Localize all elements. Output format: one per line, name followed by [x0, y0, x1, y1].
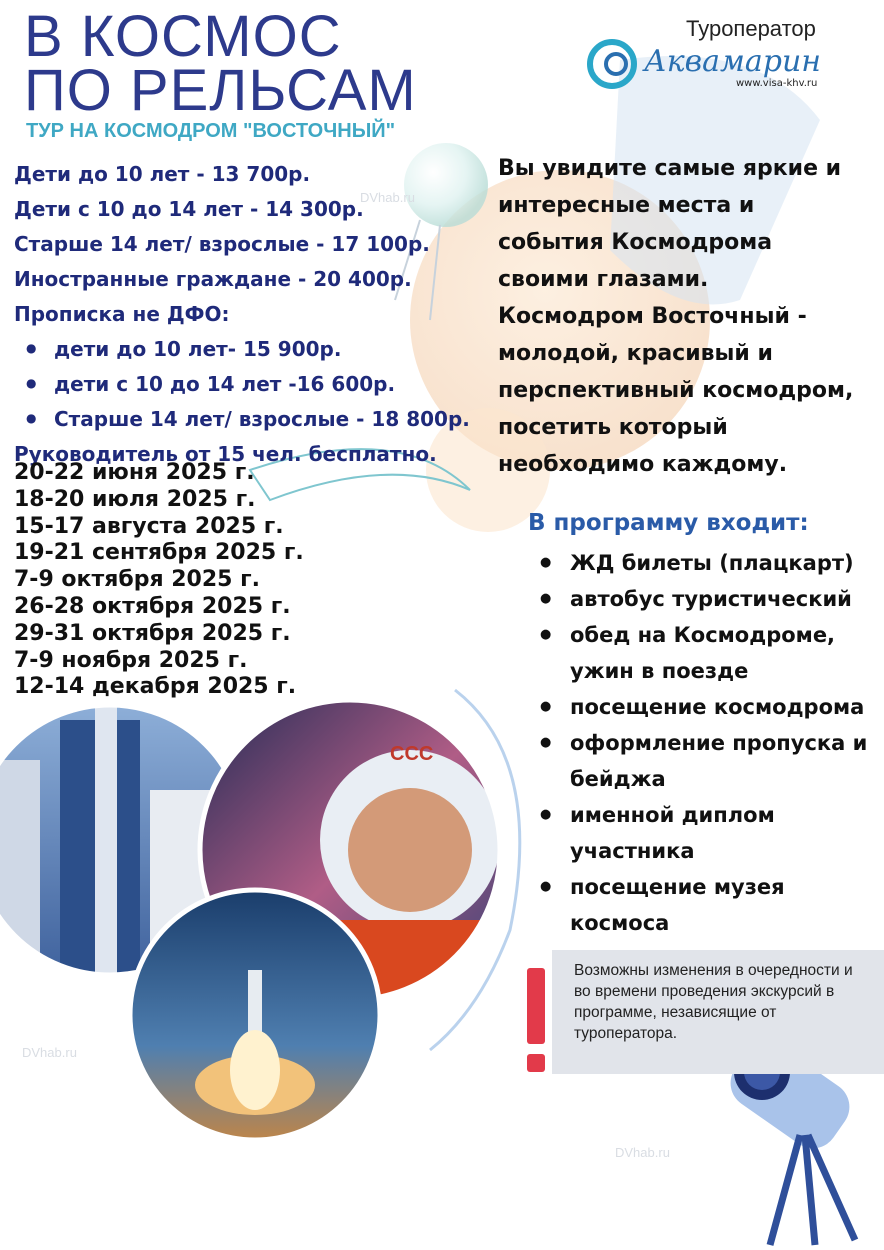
- title-line-1: В КОСМОС: [24, 4, 342, 69]
- program-item: ● обед на Космодроме, ужин в поезде: [540, 617, 880, 689]
- exclamation-dot-icon: [527, 1054, 545, 1072]
- changes-notice: [552, 950, 884, 1074]
- date-item: 7-9 ноября 2025 г.: [14, 647, 248, 673]
- tour-dates: [14, 460, 304, 701]
- exclamation-icon: [527, 968, 545, 1044]
- title-line-2: ПО РЕЛЬСАМ: [24, 58, 417, 123]
- company-logo: [586, 16, 846, 96]
- date-item: 12-14 декабря 2025 г.: [14, 674, 297, 700]
- date-item: 7-9 октября 2025 г.: [14, 567, 260, 593]
- date-item: 19-21 сентября 2025 г.: [14, 540, 304, 566]
- page-title: [24, 4, 417, 123]
- helmet-text: ССС: [390, 743, 434, 765]
- subtitle: ТУР НА КОСМОДРОМ "ВОСТОЧНЫЙ": [26, 120, 396, 142]
- price-item: Иностранные граждане - 20 400р.: [14, 267, 412, 291]
- date-item: 29-31 октября 2025 г.: [14, 620, 291, 646]
- watermark: DVhab.ru: [615, 1145, 670, 1160]
- image-caption: rine: [40, 990, 69, 1006]
- date-item: 26-28 октября 2025 г.: [14, 593, 291, 619]
- watermark: DVhab.ru: [22, 1045, 77, 1060]
- date-item: 20-22 июня 2025 г.: [14, 460, 255, 485]
- watermark: DVhab.ru: [360, 190, 415, 205]
- program-item: ● посещение музея космоса: [540, 869, 880, 941]
- photo-collage: [0, 700, 520, 1150]
- date-item: 18-20 июля 2025 г.: [14, 486, 256, 512]
- price-list: [14, 160, 484, 475]
- logo-brand-name: Аквамарин: [644, 44, 822, 79]
- leader-note: Руководитель от 15 чел. бесплатно.: [14, 442, 437, 466]
- non-dfo-heading: Прописка не ДФО:: [14, 302, 230, 326]
- date-item: 15-17 августа 2025 г.: [14, 513, 284, 539]
- non-dfo-price-item: ● дети до 10 лет- 15 900р.: [14, 335, 484, 370]
- tour-description: Вы увидите самые яркие и интересные места и события Космодрома своими глазами. Космодром Восточный - молодой, красивый и перспективный космодром, посетить который необходимо каждому.: [498, 156, 854, 477]
- logo-website: www.visa-khv.ru: [736, 78, 818, 89]
- program-item: ● ЖД билеты (плацкарт): [540, 545, 880, 581]
- program-item: ● посещение космодрома: [540, 689, 880, 725]
- price-item: Дети с 10 до 14 лет - 14 300р.: [14, 197, 364, 221]
- program-list: [540, 545, 880, 941]
- program-heading: В программу входит:: [528, 510, 809, 536]
- notice-text: Возможны изменения в очередности и во времени проведения экскурсий в программе, независящие от туроператора.: [574, 962, 853, 1042]
- non-dfo-price-item: ● Старше 14 лет/ взрослые - 18 800р.: [14, 405, 484, 440]
- price-item: Старше 14 лет/ взрослые - 17 100р.: [14, 232, 430, 256]
- price-item: Дети до 10 лет - 13 700р.: [14, 162, 311, 186]
- logo-operator-label: Туроператор: [686, 16, 816, 41]
- logo-swirl-icon: [586, 38, 638, 90]
- program-item: ● именной диплом участника: [540, 797, 880, 869]
- program-item: ● оформление пропуска и бейджа: [540, 725, 880, 797]
- non-dfo-price-item: ● дети с 10 до 14 лет -16 600р.: [14, 370, 484, 405]
- program-item: ● автобус туристический: [540, 581, 880, 617]
